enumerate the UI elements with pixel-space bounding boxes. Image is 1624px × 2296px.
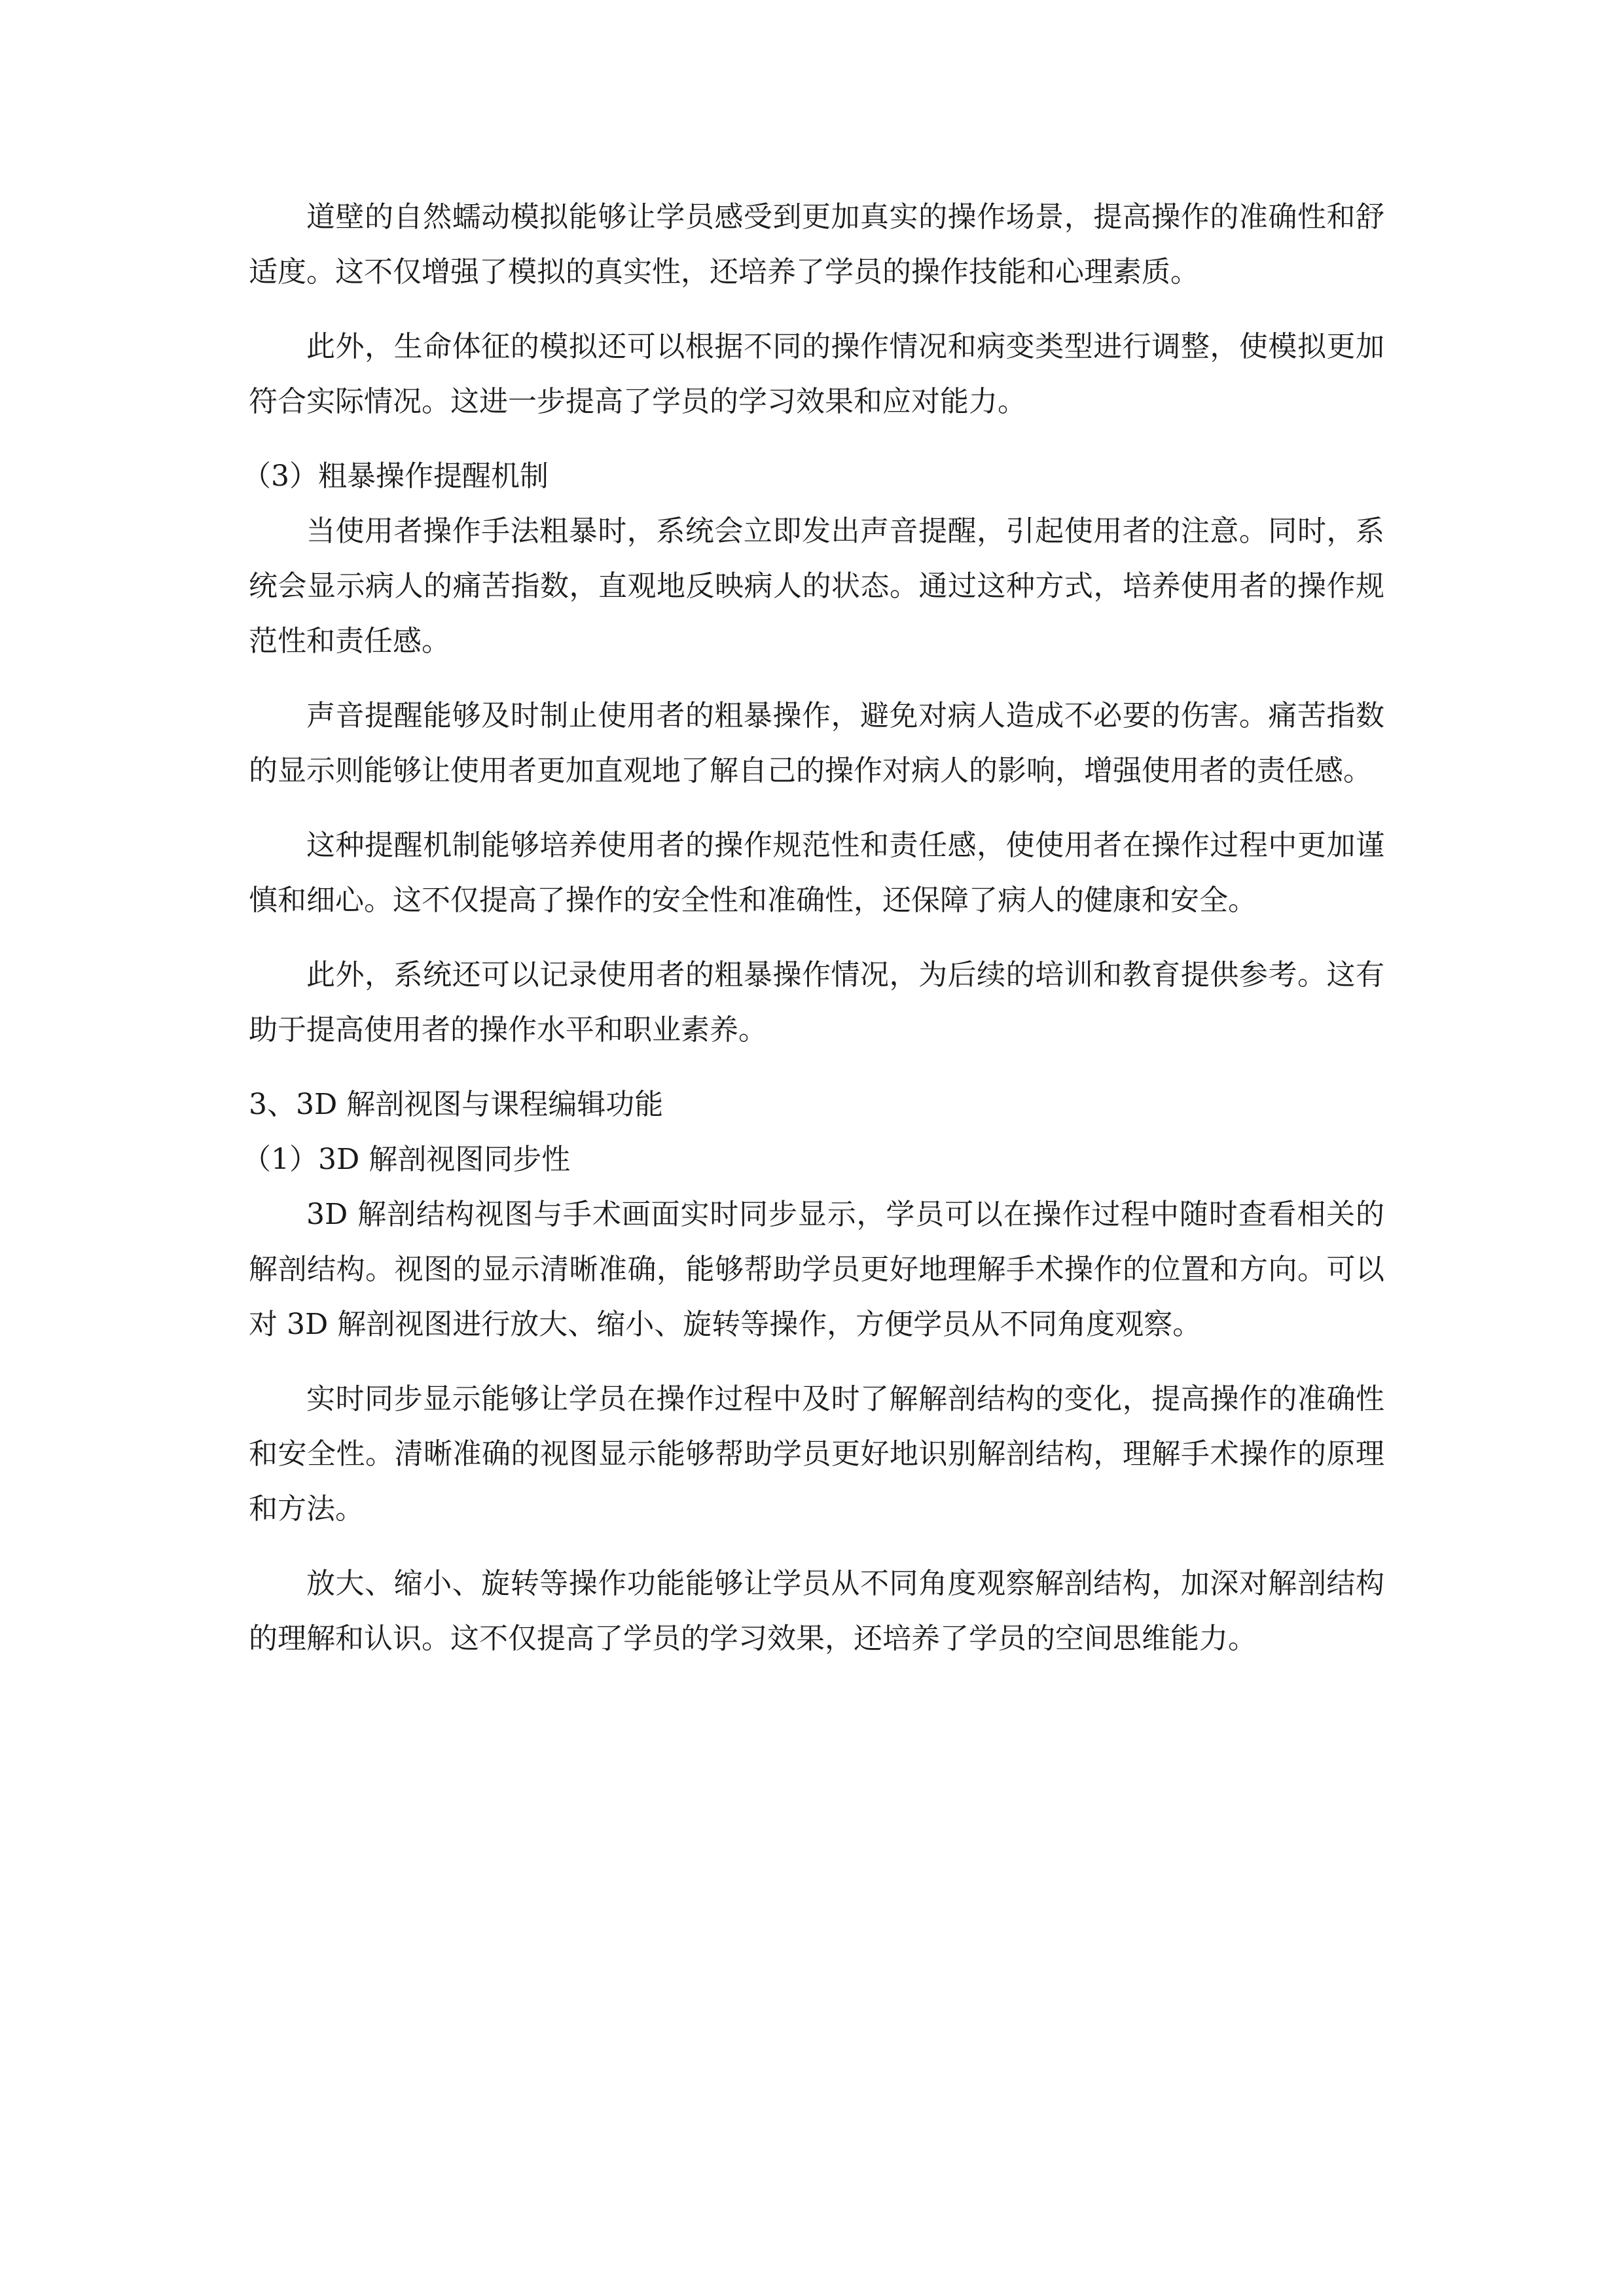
paragraph-sound-alert: 声音提醒能够及时制止使用者的粗暴操作，避免对病人造成不必要的伤害。痛苦指数的显示则能够让使用者更加直观地了解自己的操作对病人的影响，增强使用者的责任感。	[249, 699, 1384, 787]
paragraph-alert-mechanism: 这种提醒机制能够培养使用者的操作规范性和责任感，使使用者在操作过程中更加谨慎和细心。这不仅提高了操作的安全性和准确性，还保障了病人的健康和安全。	[249, 829, 1384, 917]
paragraph-zoom-rotate: 放大、缩小、旋转等操作功能能够让学员从不同角度观察解剖结构，加深对解剖结构的理解和认识。这不仅提高了学员的学习效果，还培养了学员的空间思维能力。	[249, 1567, 1384, 1655]
paragraph-vital-signs: 此外，生命体征的模拟还可以根据不同的操作情况和病变类型进行调整，使模拟更加符合实际情况。这进一步提高了学员的学习效果和应对能力。	[249, 330, 1384, 418]
subheading-rough-operation: （3）粗暴操作提醒机制	[242, 459, 549, 493]
paragraph-3d-sync: 3D 解剖结构视图与手术画面实时同步显示，学员可以在操作过程中随时查看相关的解剖结构。视图的显示清晰准确，能够帮助学员更好地理解手术操作的位置和方向。可以对 3D 解剖视图进行放大、缩小、旋转等操作，方便学员从不同角度观察。	[249, 1198, 1384, 1341]
paragraph-record-operation: 此外，系统还可以记录使用者的粗暴操作情况，为后续的培训和教育提供参考。这有助于提高使用者的操作水平和职业素养。	[249, 958, 1384, 1047]
paragraph-rough-alert: 当使用者操作手法粗暴时，系统会立即发出声音提醒，引起使用者的注意。同时，系统会显示病人的痛苦指数，直观地反映病人的状态。通过这种方式，培养使用者的操作规范性和责任感。	[249, 514, 1384, 658]
paragraph-realtime-sync: 实时同步显示能够让学员在操作过程中及时了解解剖结构的变化，提高操作的准确性和安全性。清晰准确的视图显示能够帮助学员更好地识别解剖结构，理解手术操作的原理和方法。	[249, 1382, 1384, 1526]
document-page	[242, 190, 1384, 1666]
section-heading-3d-view: 3、3D 解剖视图与课程编辑功能	[249, 1088, 664, 1121]
subheading-3d-sync: （1）3D 解剖视图同步性	[242, 1143, 571, 1176]
paragraph-peristalsis: 道壁的自然蠕动模拟能够让学员感受到更加真实的操作场景，提高操作的准确性和舒适度。这不仅增强了模拟的真实性，还培养了学员的操作技能和心理素质。	[249, 200, 1384, 289]
